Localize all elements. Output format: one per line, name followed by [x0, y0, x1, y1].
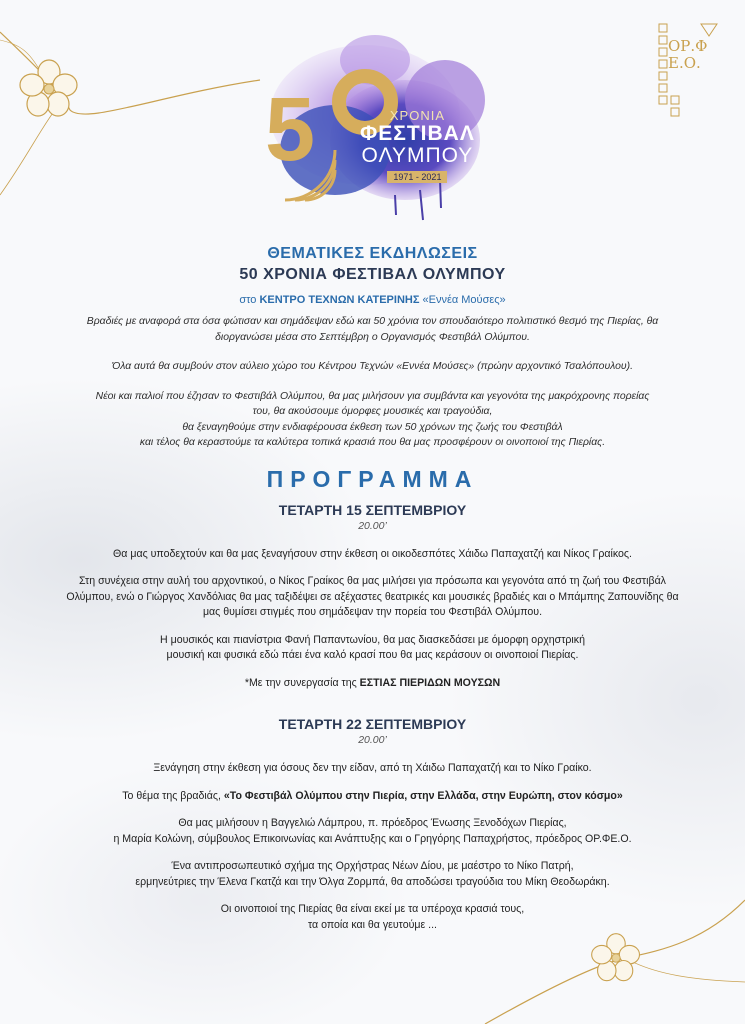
intro-paragraph-3b: θα ξεναγηθούμε στην ενδιαφέρουσα έκθεση των 50 χρόνων της ζωής του Φεστιβάλ — [182, 421, 563, 433]
intro-text — [60, 314, 685, 451]
day2-paragraph-4b: ερμηνεύτριες την Έλενα Γκατζά και την Όλγα Ζορμπά, θα αποδώσει τραγούδια του Μίκη Θεοδωράκη. — [135, 875, 610, 888]
day2-paragraph-5b: τα οποία και θα γευτούμε ... — [308, 918, 437, 931]
logo-line2: ΟΛΥΜΠΟΥ — [361, 144, 474, 167]
venue-line — [60, 294, 685, 306]
orfeo-logo-text: ΟΡ.ΦΕ.Ο. — [668, 37, 708, 72]
day2-paragraph-5a: Οι οινοποιοί της Πιερίας θα είναι εκεί με τα υπέροχα κρασιά τους, — [220, 903, 525, 915]
intro-paragraph-2: Όλα αυτά θα συμβούν στον αύλειο χώρο του Κέντρου Τεχνών «Εννέα Μούσες» (πρώην αρχοντικό Τσαλόπουλου). — [112, 361, 633, 372]
venue-prefix: στο — [239, 294, 260, 306]
theme-text: «Το Φεστιβάλ Ολύμπου στην Πιερία, στην Ελλάδα, στην Ευρώπη, στον κόσμο» — [223, 789, 623, 802]
day2-paragraph-1: Ξενάγηση στην έκθεση για όσους δεν την είδαν, από τη Χάιδω Παπαχατζή και το Νίκο Γραίκο. — [153, 762, 592, 774]
event-title: ΘΕΜΑΤΙΚΕΣ ΕΚΔΗΛΩΣΕΙΣ — [267, 245, 478, 262]
main-content — [60, 244, 685, 945]
day2-time: 20.00’ — [358, 734, 387, 746]
day1-paragraph-2: Στη συνέχεια στην αυλή του αρχοντικού, ο Νίκος Γραίκος θα μας μιλήσει για πρόσωπα και γεγονότα από τη ζωή του Φεστιβάλ Ολύμπου, ενώ ο Γιώργος Χανδόλιας θα μας ταξιδέψει σε αξέχαστες θεατρικές και μουσικές βραδιές και ο Μπάμπης Ζαπουνίδης θα μας θυμίσει στιγμές που σημάδεψαν την πορεία του Φεστιβάλ Ολύμπου. — [66, 575, 679, 618]
flower-icon — [18, 58, 80, 120]
program-heading: ΠΡΟΓΡΑΜΜΑ — [266, 465, 479, 492]
theme-prefix: Το θέμα της βραδιάς, — [122, 789, 224, 802]
day2-paragraph-3 — [60, 816, 685, 847]
collab-prefix: *Με την συνεργασία της — [244, 676, 360, 689]
logo-xronia: ΧΡΟΝΙΑ — [389, 108, 445, 123]
day2-paragraph-3a: Θα μας μιλήσουν η Βαγγελιώ Λάμπρου, π. πρόεδρος Ένωσης Ξενοδόχων Πιερίας, — [178, 817, 567, 829]
venue-suffix: «Εννέα Μούσες» — [419, 294, 506, 306]
day2-paragraph-4a: Ένα αντιπροσωπευτικό σχήμα της Ορχήστρας Νέων Δίου, με μαέστρο το Νίκο Πατρή, — [171, 860, 574, 872]
day1-collaboration — [60, 676, 685, 692]
day1-paragraph-1: Θα μας υποδεχτούν και θα μας ξεναγήσουν στην έκθεση οι οικοδεσπότες Χάιδω Παπαχατζή και Νίκος Γραίκος. — [113, 547, 632, 560]
day1-paragraph-3: Η μουσικός και πιανίστρια Φανή Παπαντωνίου, θα μας διασκεδάσει με όμορφη ορχηστρική μουσική και φυσικά εδώ πάει ένα καλό κρασί που θα μας κεράσουν οι οινοποιοί Πιερίας. — [160, 633, 585, 661]
event-subtitle: 50 ΧΡΟΝΙΑ ΦΕΣΤΙΒΑΛ ΟΛΥΜΠΟΥ — [239, 266, 506, 283]
venue-name: ΚΕΝΤΡΟ ΤΕΧΝΩΝ ΚΑΤΕΡΙΝΗΣ — [259, 294, 420, 306]
svg-text:5: 5 — [265, 80, 316, 180]
day2-paragraph-3b: η Μαρία Κολώνη, σύμβουλος Επικοινωνίας και Ανάπτυξης και ο Γρηγόρης Παπαχρήστος, πρόεδρος ΟΡ.ΦΕ.Ο. — [113, 832, 632, 845]
intro-paragraph-1: Βραδιές με αναφορά στα όσα φώτισαν και σημάδεψαν εδώ και 50 χρόνια τον σπουδαιότερο πολιτιστικό θεσμό της Πιερίας, θα διοργανώσει μέσα στο Σεπτέμβρη ο Οργανισμός Φεστιβάλ Ολύμπου. — [86, 316, 659, 343]
collab-name: ΕΣΤΙΑΣ ΠΙΕΡΙΔΩΝ ΜΟΥΣΩΝ — [359, 676, 501, 689]
day2-paragraph-5 — [60, 902, 685, 933]
day1-time: 20.00’ — [358, 519, 387, 532]
intro-paragraph-3c: και τέλος θα κεραστούμε τα καλύτερα τοπικά κρασιά που θα μας προσφέρουν οι οινοποιοί της Πιερίας. — [139, 437, 606, 448]
logo-years: 1971 - 2021 — [387, 171, 447, 183]
intro-paragraph-3 — [60, 389, 685, 451]
day2-title: ΤΕΤΑΡΤΗ 22 ΣΕΠΤΕΜΒΡΙΟΥ — [278, 716, 467, 732]
logo-line1: ΦΕΣΤΙΒΑΛ — [360, 122, 475, 145]
day2-paragraph-4 — [60, 859, 685, 890]
day1-title: ΤΕΤΑΡΤΗ 15 ΣΕΠΤΕΜΒΡΙΟΥ — [278, 501, 467, 518]
intro-paragraph-3a: Νέοι και παλιοί που έζησαν το Φεστιβάλ Ολύμπου, θα μας μιλήσουν για συμβάντα και γεγονότα της μακρόχρονης πορείας του, θα ακούσουμε όμορφες μουσικές και τραγούδια, — [95, 390, 650, 417]
day2-paragraph-2 — [60, 789, 685, 805]
festival-logo-text — [360, 108, 475, 185]
